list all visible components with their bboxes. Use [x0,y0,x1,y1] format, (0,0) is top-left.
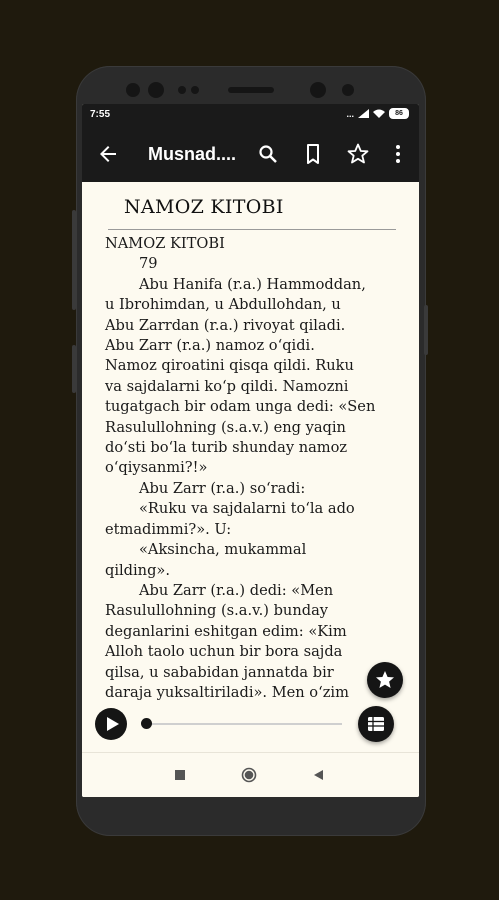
text-line: NAMOZ KITOBI [105,235,225,252]
play-button[interactable] [95,708,127,740]
text-line: oʻqiysanmi?!» [105,459,208,477]
play-icon [95,708,127,740]
chapter-title: NAMOZ KITOBI [124,196,284,218]
favorite-fab[interactable] [367,662,403,698]
table-of-contents-icon [358,706,394,742]
arrow-left-icon[interactable] [96,142,120,166]
text-line: deganlarini eshitgan edim: «Kim [105,622,347,640]
toolbar-title: Musnad.... [148,144,237,164]
text-line: qilding». [105,561,170,579]
text-line: Abu Zarrdan (r.a.) rivoyat qiladi. [105,316,346,334]
sensor-dot [191,86,199,94]
text-line: va sajdalarni koʻp qildi. Namozni [105,377,349,395]
square-icon[interactable] [174,769,186,781]
text-line: Abu Zarr (r.a.) dedi: «Men [139,581,334,599]
chapter-divider [108,229,396,230]
text-line: Rasulullohning (s.a.v.) eng yaqin [105,418,346,436]
sensor-dot [178,86,186,94]
text-line: Alloh taolo uchun bir bora sajda [105,643,343,661]
text-line: «Ruku va sajdalarni toʻla ado [139,500,355,518]
sensor-dot [126,83,140,97]
system-nav-bar [82,752,419,797]
text-line: daraja yuksaltiriladi». Men oʻzim [105,683,349,701]
bookmark-icon[interactable] [301,142,325,166]
audio-player [82,702,419,748]
book-text [105,234,405,703]
volume-button [72,210,76,310]
status-time: 7:55 [90,109,111,120]
front-camera-2 [310,82,326,98]
text-line: «Aksincha, mukammal [139,541,307,559]
text-line: Rasulullohning (s.a.v.) bunday [105,602,329,620]
more-vert-icon[interactable] [386,142,410,166]
notification-dots-icon: ... [346,108,354,119]
battery-icon: 86 [389,108,409,119]
sensor-dot [342,84,354,96]
power-button [424,305,428,355]
text-line: Abu Zarr (r.a.) soʻradi: [139,479,306,497]
star-outline-icon[interactable] [346,142,370,166]
seekbar-thumb[interactable] [141,718,152,729]
text-line: qilsa, u sababidan jannatda bir [105,663,334,681]
circle-icon[interactable] [241,767,257,783]
text-line: Abu Hanifa (r.a.) Hammoddan, [139,275,366,293]
signal-icon [358,109,369,118]
status-bar [82,104,419,126]
text-line: doʻsti boʻla turib shunday namoz [105,439,348,457]
audio-seekbar[interactable] [146,723,342,725]
contents-fab[interactable] [358,706,394,742]
wifi-icon [373,109,385,118]
text-line: tugatgach bir odam unga dedi: «Sen [105,398,376,416]
hadith-number: 79 [139,255,158,273]
earpiece-speaker [228,87,274,93]
app-screen [82,104,419,797]
search-icon[interactable] [256,142,280,166]
text-line: etmadimmi?». U: [105,520,232,538]
star-icon [367,662,403,698]
triangle-back-icon[interactable] [312,769,324,781]
text-line: Namoz qiroatini qisqa qildi. Ruku [105,357,354,375]
status-icons [346,108,409,119]
front-camera [148,82,164,98]
side-button [72,345,76,393]
app-toolbar [82,126,419,182]
text-line: Abu Zarr (r.a.) namoz oʻqidi. [105,337,315,355]
text-line: u Ibrohimdan, u Abdullohdan, u [105,296,341,314]
